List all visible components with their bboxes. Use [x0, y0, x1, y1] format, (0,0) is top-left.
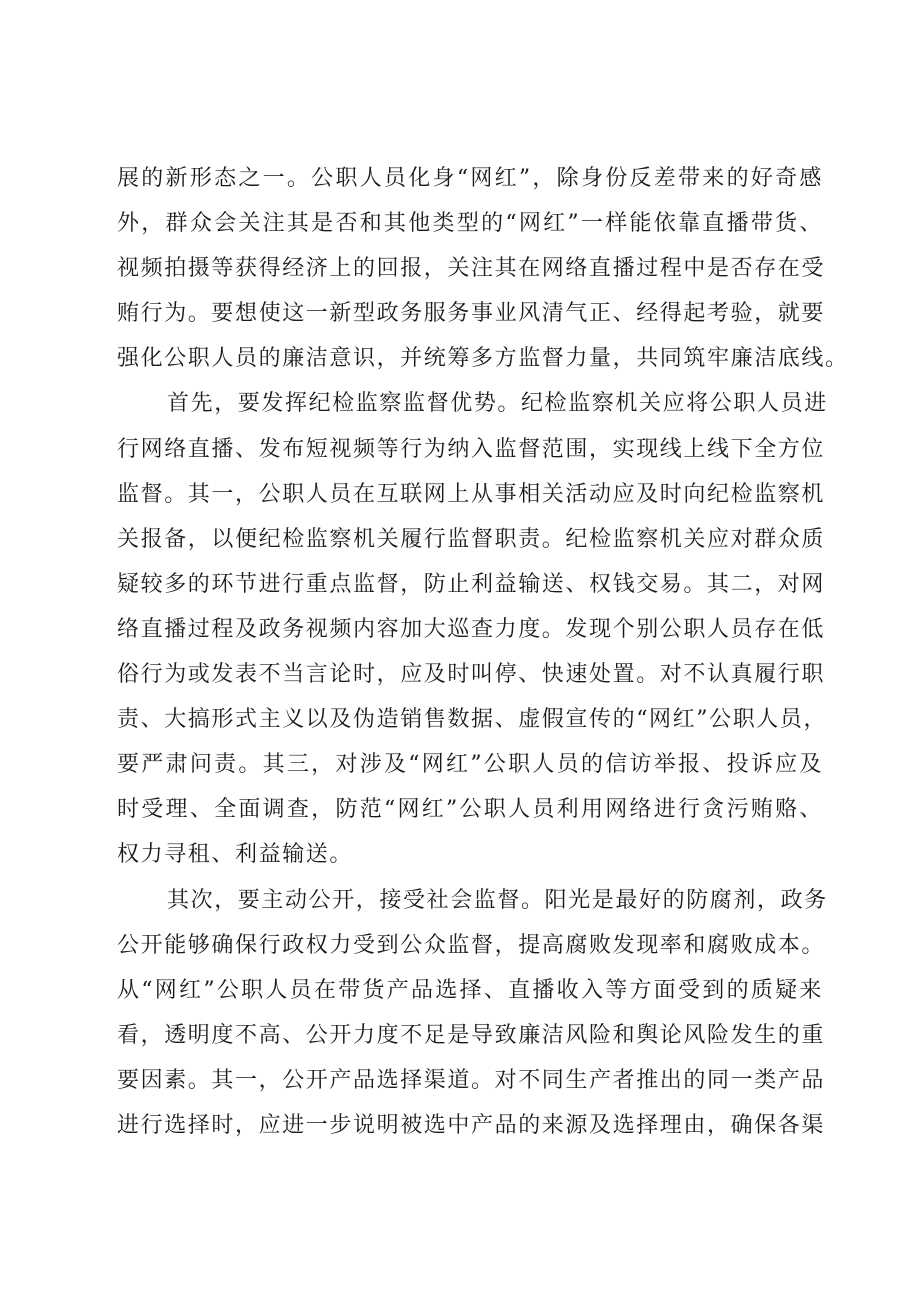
text-line: 强化公职人员的廉洁意识，并统筹多方监督力量，共同筑牢廉洁底线。: [117, 346, 849, 372]
paragraph-1: [117, 156, 849, 381]
text-line: 权力寻租、利益输送。: [117, 842, 354, 868]
text-line: 责、大搞形式主义以及伪造销售数据、虚假宣传的“网红”公职人员，: [117, 707, 828, 733]
text-line: 从“网红”公职人员在带货产品选择、直播收入等方面受到的质疑来: [117, 977, 823, 1003]
text-line: 要严肃问责。其三，对涉及“网红”公职人员的信访举报、投诉应及: [117, 752, 823, 778]
text-line: 俗行为或发表不当言论时，应及时叫停、快速处置。对不认真履行职: [117, 662, 826, 688]
paragraph-2: [117, 381, 828, 877]
paragraph-3: [117, 878, 828, 1149]
text-line: 关报备，以便纪检监察机关履行监督职责。纪检监察机关应对群众质: [117, 526, 826, 552]
text-line: 公开能够确保行政权力受到公众监督，提高腐败发现率和腐败成本。: [117, 932, 826, 958]
text-line: 首先，要发挥纪检监察监督优势。纪检监察机关应将公职人员进: [167, 391, 828, 417]
text-line: 疑较多的环节进行重点监督，防止利益输送、权钱交易。其二，对网: [117, 571, 826, 597]
text-line: 视频拍摄等获得经济上的回报，关注其在网络直播过程中是否存在受: [117, 256, 826, 282]
text-line: 要因素。其一，公开产品选择渠道。对不同生产者推出的同一类产品: [117, 1067, 826, 1093]
text-line: 络直播过程及政务视频内容加大巡查力度。发现个别公职人员存在低: [117, 616, 826, 642]
text-line: 外，群众会关注其是否和其他类型的“网红”一样能依靠直播带货、: [117, 211, 823, 237]
text-line: 其次，要主动公开，接受社会监督。阳光是最好的防腐剂，政务: [167, 887, 828, 913]
text-line: 看，透明度不高、公开力度不足是导致廉洁风险和舆论风险发生的重: [117, 1022, 826, 1048]
text-line: 时受理、全面调查，防范“网红”公职人员利用网络进行贪污贿赂、: [117, 797, 823, 823]
text-line: 展的新形态之一。公职人员化身“网红”，除身份反差带来的好奇感: [117, 166, 823, 191]
text-line: 进行选择时，应进一步说明被选中产品的来源及选择理由，确保各渠: [117, 1112, 826, 1138]
text-line: 监督。其一，公职人员在互联网上从事相关活动应及时向纪检监察机: [117, 481, 826, 507]
text-line: 行网络直播、发布短视频等行为纳入监督范围，实现线上线下全方位: [117, 436, 826, 462]
body-text: [117, 156, 849, 1148]
text-line: 贿行为。要想使这一新型政务服务事业风清气正、经得起考验，就要: [117, 301, 826, 327]
